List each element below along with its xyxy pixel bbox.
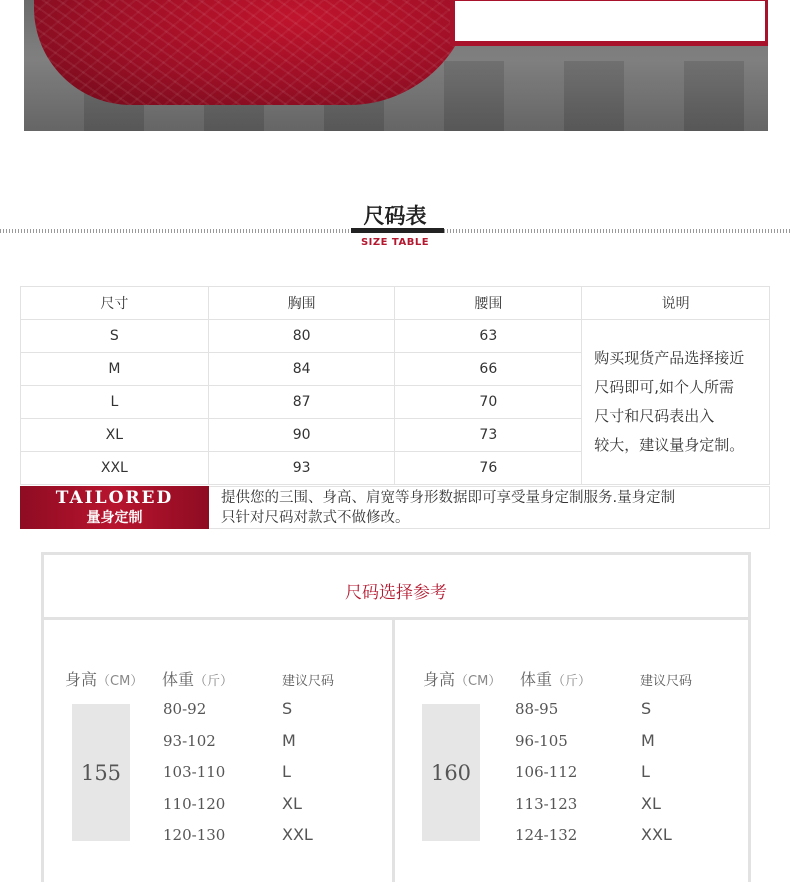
weight-value: 80-92 xyxy=(163,700,207,718)
cell-size: XXL xyxy=(21,452,209,485)
cell-waist: 63 xyxy=(395,320,582,353)
weight-column xyxy=(163,698,225,856)
tailored-badge-en: TAILORED xyxy=(55,488,174,508)
dress-hem xyxy=(34,0,474,105)
table-header-row xyxy=(21,287,770,320)
header-note: 说明 xyxy=(582,287,770,320)
size-value: XXL xyxy=(282,825,313,844)
reference-title: 尺码选择参考 xyxy=(345,583,447,603)
reference-panel-155 xyxy=(44,620,389,885)
size-value: S xyxy=(282,699,293,718)
weight-value: 88-95 xyxy=(515,700,559,718)
product-photo xyxy=(24,0,768,131)
size-header: 建议尺码 xyxy=(282,674,335,689)
photo-card xyxy=(450,0,768,46)
weight-value: 110-120 xyxy=(163,794,226,813)
size-reference xyxy=(41,552,751,882)
height-header-label: 身高 xyxy=(423,670,456,689)
table-row xyxy=(21,320,770,353)
cell-waist: 73 xyxy=(395,419,582,452)
size-value: L xyxy=(641,762,650,781)
cell-size: L xyxy=(21,386,209,419)
size-column xyxy=(282,698,313,856)
weight-header-label: 体重 xyxy=(520,670,553,689)
cell-size: S xyxy=(21,320,209,353)
size-value: XXL xyxy=(641,825,672,844)
tailored-row xyxy=(20,486,770,529)
size-value: XL xyxy=(282,793,302,813)
height-header xyxy=(65,667,143,690)
tailored-text-line: 提供您的三围、身高、肩宽等身形数据即可享受量身定制服务.量身定制 xyxy=(221,490,676,506)
note-line: 尺寸和尺码表出入 xyxy=(594,407,715,425)
cell-waist: 76 xyxy=(395,452,582,485)
tailored-badge-cn: 量身定制 xyxy=(86,510,143,526)
weight-header xyxy=(520,667,591,690)
reference-panel-160 xyxy=(395,620,740,885)
weight-header-unit: （斤） xyxy=(194,674,234,689)
weight-value: 124-132 xyxy=(515,826,578,844)
cell-size: M xyxy=(21,353,209,386)
height-header-unit: （CM） xyxy=(97,674,144,689)
weight-header-label: 体重 xyxy=(162,670,195,689)
weight-value: 93-102 xyxy=(163,731,216,750)
note-line: 较大，建议量身定制。 xyxy=(594,436,745,454)
weight-value: 106-112 xyxy=(515,763,578,781)
size-note xyxy=(582,320,770,485)
header-size: 尺寸 xyxy=(21,287,209,320)
weight-value: 120-130 xyxy=(163,826,226,844)
size-value: M xyxy=(641,730,655,750)
header-bust: 胸围 xyxy=(208,287,395,320)
size-value: XL xyxy=(641,793,661,813)
tailored-text-line: 只针对尺码对款式不做修改。 xyxy=(221,510,410,526)
size-header: 建议尺码 xyxy=(640,674,693,689)
weight-header xyxy=(162,667,233,690)
cell-waist: 66 xyxy=(395,353,582,386)
cell-bust: 87 xyxy=(208,386,395,419)
size-value: M xyxy=(282,730,296,750)
weight-column xyxy=(515,698,577,856)
size-value: L xyxy=(282,762,291,781)
size-column xyxy=(641,698,672,856)
height-header xyxy=(423,667,501,690)
cell-bust: 80 xyxy=(208,320,395,353)
weight-value: 113-123 xyxy=(515,794,578,813)
weight-header-unit: （斤） xyxy=(552,674,592,689)
cell-bust: 93 xyxy=(208,452,395,485)
note-line: 尺码即可,如个人所需 xyxy=(594,378,734,396)
cell-bust: 90 xyxy=(208,419,395,452)
note-line: 购买现货产品选择接近 xyxy=(594,349,745,367)
tailored-text xyxy=(221,488,761,528)
height-header-unit: （CM） xyxy=(455,674,502,689)
section-title: 尺码表 xyxy=(363,204,427,228)
height-value: 155 xyxy=(72,704,130,841)
size-table xyxy=(20,286,770,485)
weight-value: 103-110 xyxy=(163,763,226,781)
size-value: S xyxy=(641,699,652,718)
cell-size: XL xyxy=(21,419,209,452)
header-waist: 腰围 xyxy=(395,287,582,320)
cell-waist: 70 xyxy=(395,386,582,419)
section-subtitle: SIZE TABLE xyxy=(360,237,430,248)
tailored-badge xyxy=(20,486,209,529)
height-value: 160 xyxy=(422,704,480,841)
cell-bust: 84 xyxy=(208,353,395,386)
weight-value: 96-105 xyxy=(515,731,568,750)
height-header-label: 身高 xyxy=(65,670,98,689)
